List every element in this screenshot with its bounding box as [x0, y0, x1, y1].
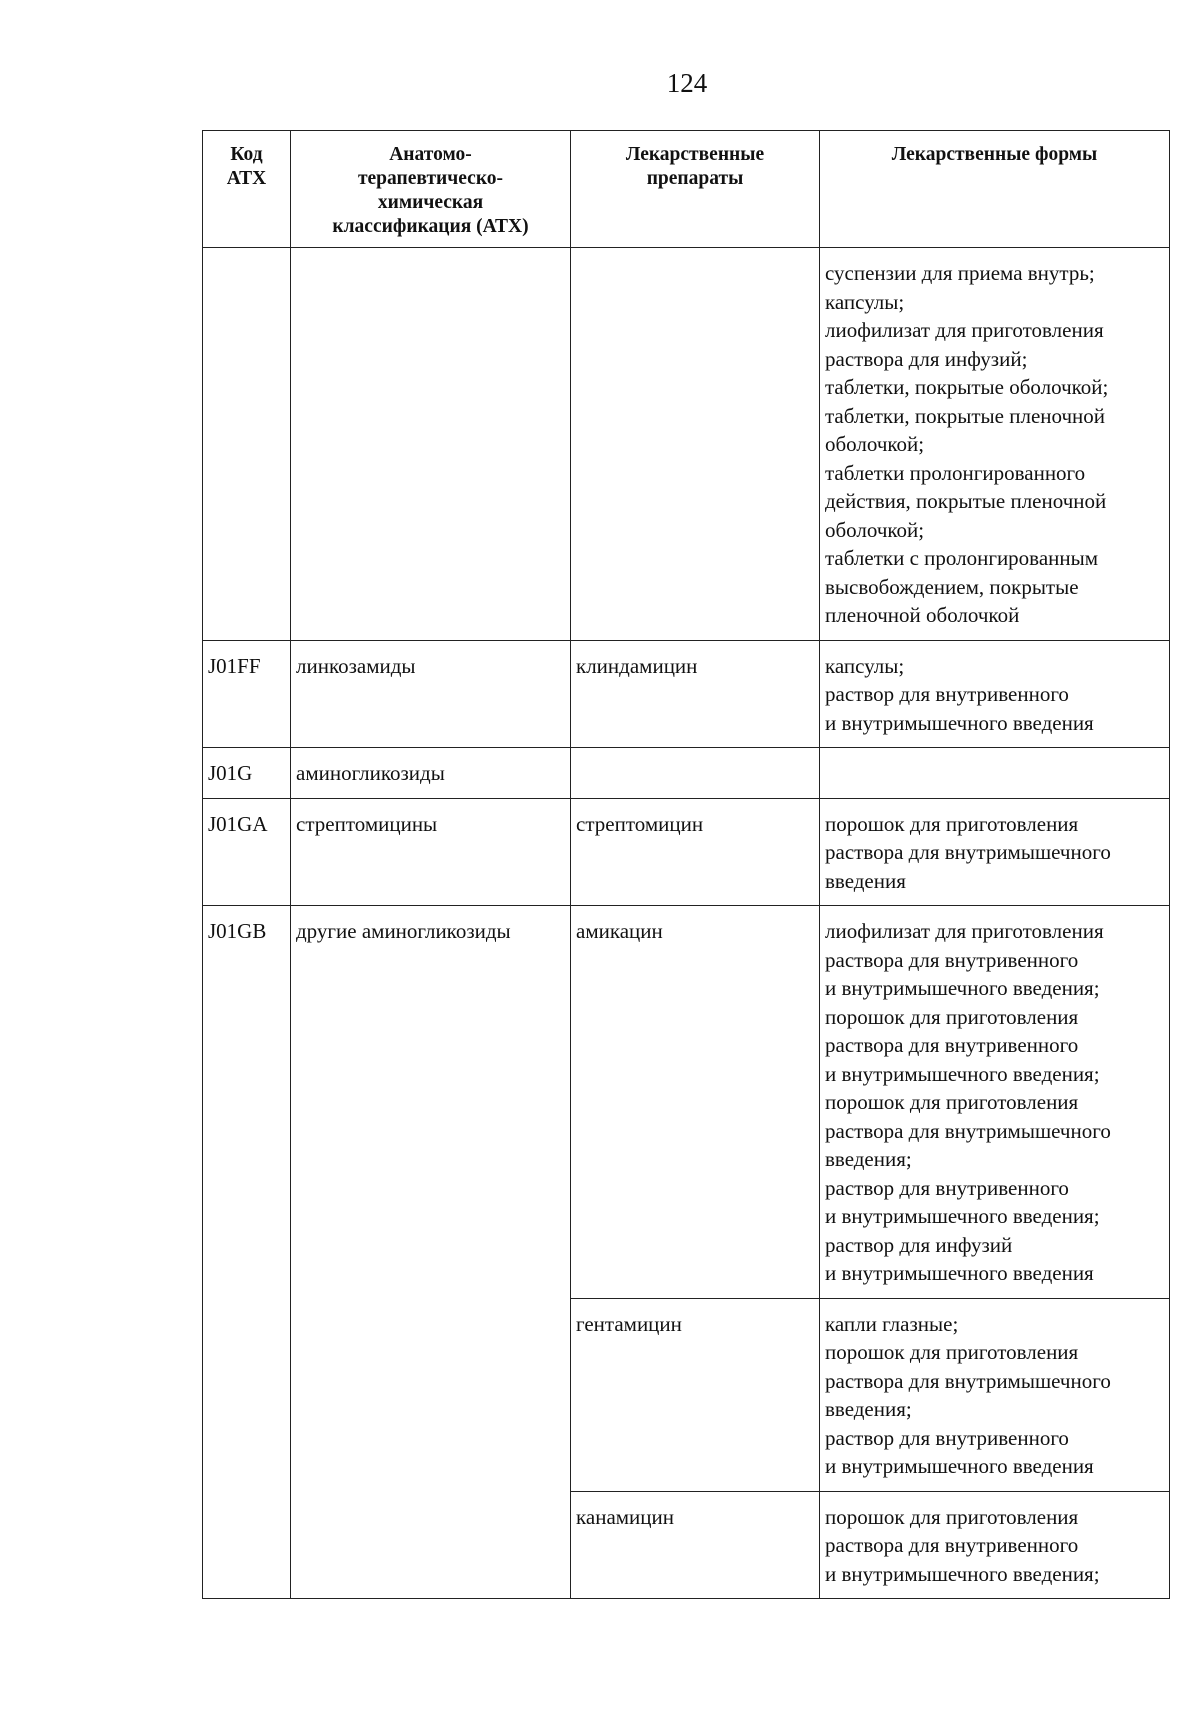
cell-drug: клиндамицин	[571, 640, 820, 748]
cell-classification	[291, 248, 571, 641]
cell-drug: канамицин	[571, 1491, 820, 1599]
header-forms: Лекарственные формы	[820, 131, 1170, 248]
table-row	[203, 248, 1170, 641]
cell-forms: суспензии для приема внутрь; капсулы; лиофилизат для приготовления раствора для инфузий; таблетки, покрытые оболочкой; таблетки, покрытые пленочной оболочкой; таблетки пролонгированного действия, покрытые пленочной оболочкой; таблетки с пролонгированным высвобождением, покрытые пленочной оболочкой	[820, 248, 1170, 641]
cell-drug	[571, 248, 820, 641]
cell-drug	[571, 748, 820, 799]
table-row	[203, 748, 1170, 799]
cell-code: J01GA	[203, 798, 291, 906]
cell-classification: другие аминогликозиды	[291, 906, 571, 1599]
cell-drug: стрептомицин	[571, 798, 820, 906]
cell-forms: лиофилизат для приготовления раствора для внутривенного и внутримышечного введения; порошок для приготовления раствора для внутривенного и внутримышечного введения; порошок для приготовления раствора для внутримышечного введения; раствор для внутривенного и внутримышечного введения; раствор для инфузий и внутримышечного введения	[820, 906, 1170, 1299]
cell-code: J01G	[203, 748, 291, 799]
cell-forms	[820, 748, 1170, 799]
header-drugs: Лекарственные препараты	[571, 131, 820, 248]
cell-classification: аминогликозиды	[291, 748, 571, 799]
cell-code: J01GB	[203, 906, 291, 1599]
header-classification: Анатомо- терапевтическо- химическая классификация (АТХ)	[291, 131, 571, 248]
cell-classification: стрептомицины	[291, 798, 571, 906]
cell-forms: капсулы; раствор для внутривенного и внутримышечного введения	[820, 640, 1170, 748]
table-row	[203, 640, 1170, 748]
cell-drug: гентамицин	[571, 1298, 820, 1491]
atx-table	[202, 130, 1170, 1599]
header-code: Код АТХ	[203, 131, 291, 248]
table-header-row	[203, 131, 1170, 248]
cell-code: J01FF	[203, 640, 291, 748]
table-row	[203, 798, 1170, 906]
cell-code	[203, 248, 291, 641]
cell-forms: капли глазные; порошок для приготовления раствора для внутримышечного введения; раствор для внутривенного и внутримышечного введения	[820, 1298, 1170, 1491]
cell-forms: порошок для приготовления раствора для внутримышечного введения	[820, 798, 1170, 906]
cell-drug: амикацин	[571, 906, 820, 1299]
table-row	[203, 906, 1170, 1299]
page-number: 124	[666, 68, 708, 98]
cell-classification: линкозамиды	[291, 640, 571, 748]
cell-forms: порошок для приготовления раствора для внутривенного и внутримышечного введения;	[820, 1491, 1170, 1599]
